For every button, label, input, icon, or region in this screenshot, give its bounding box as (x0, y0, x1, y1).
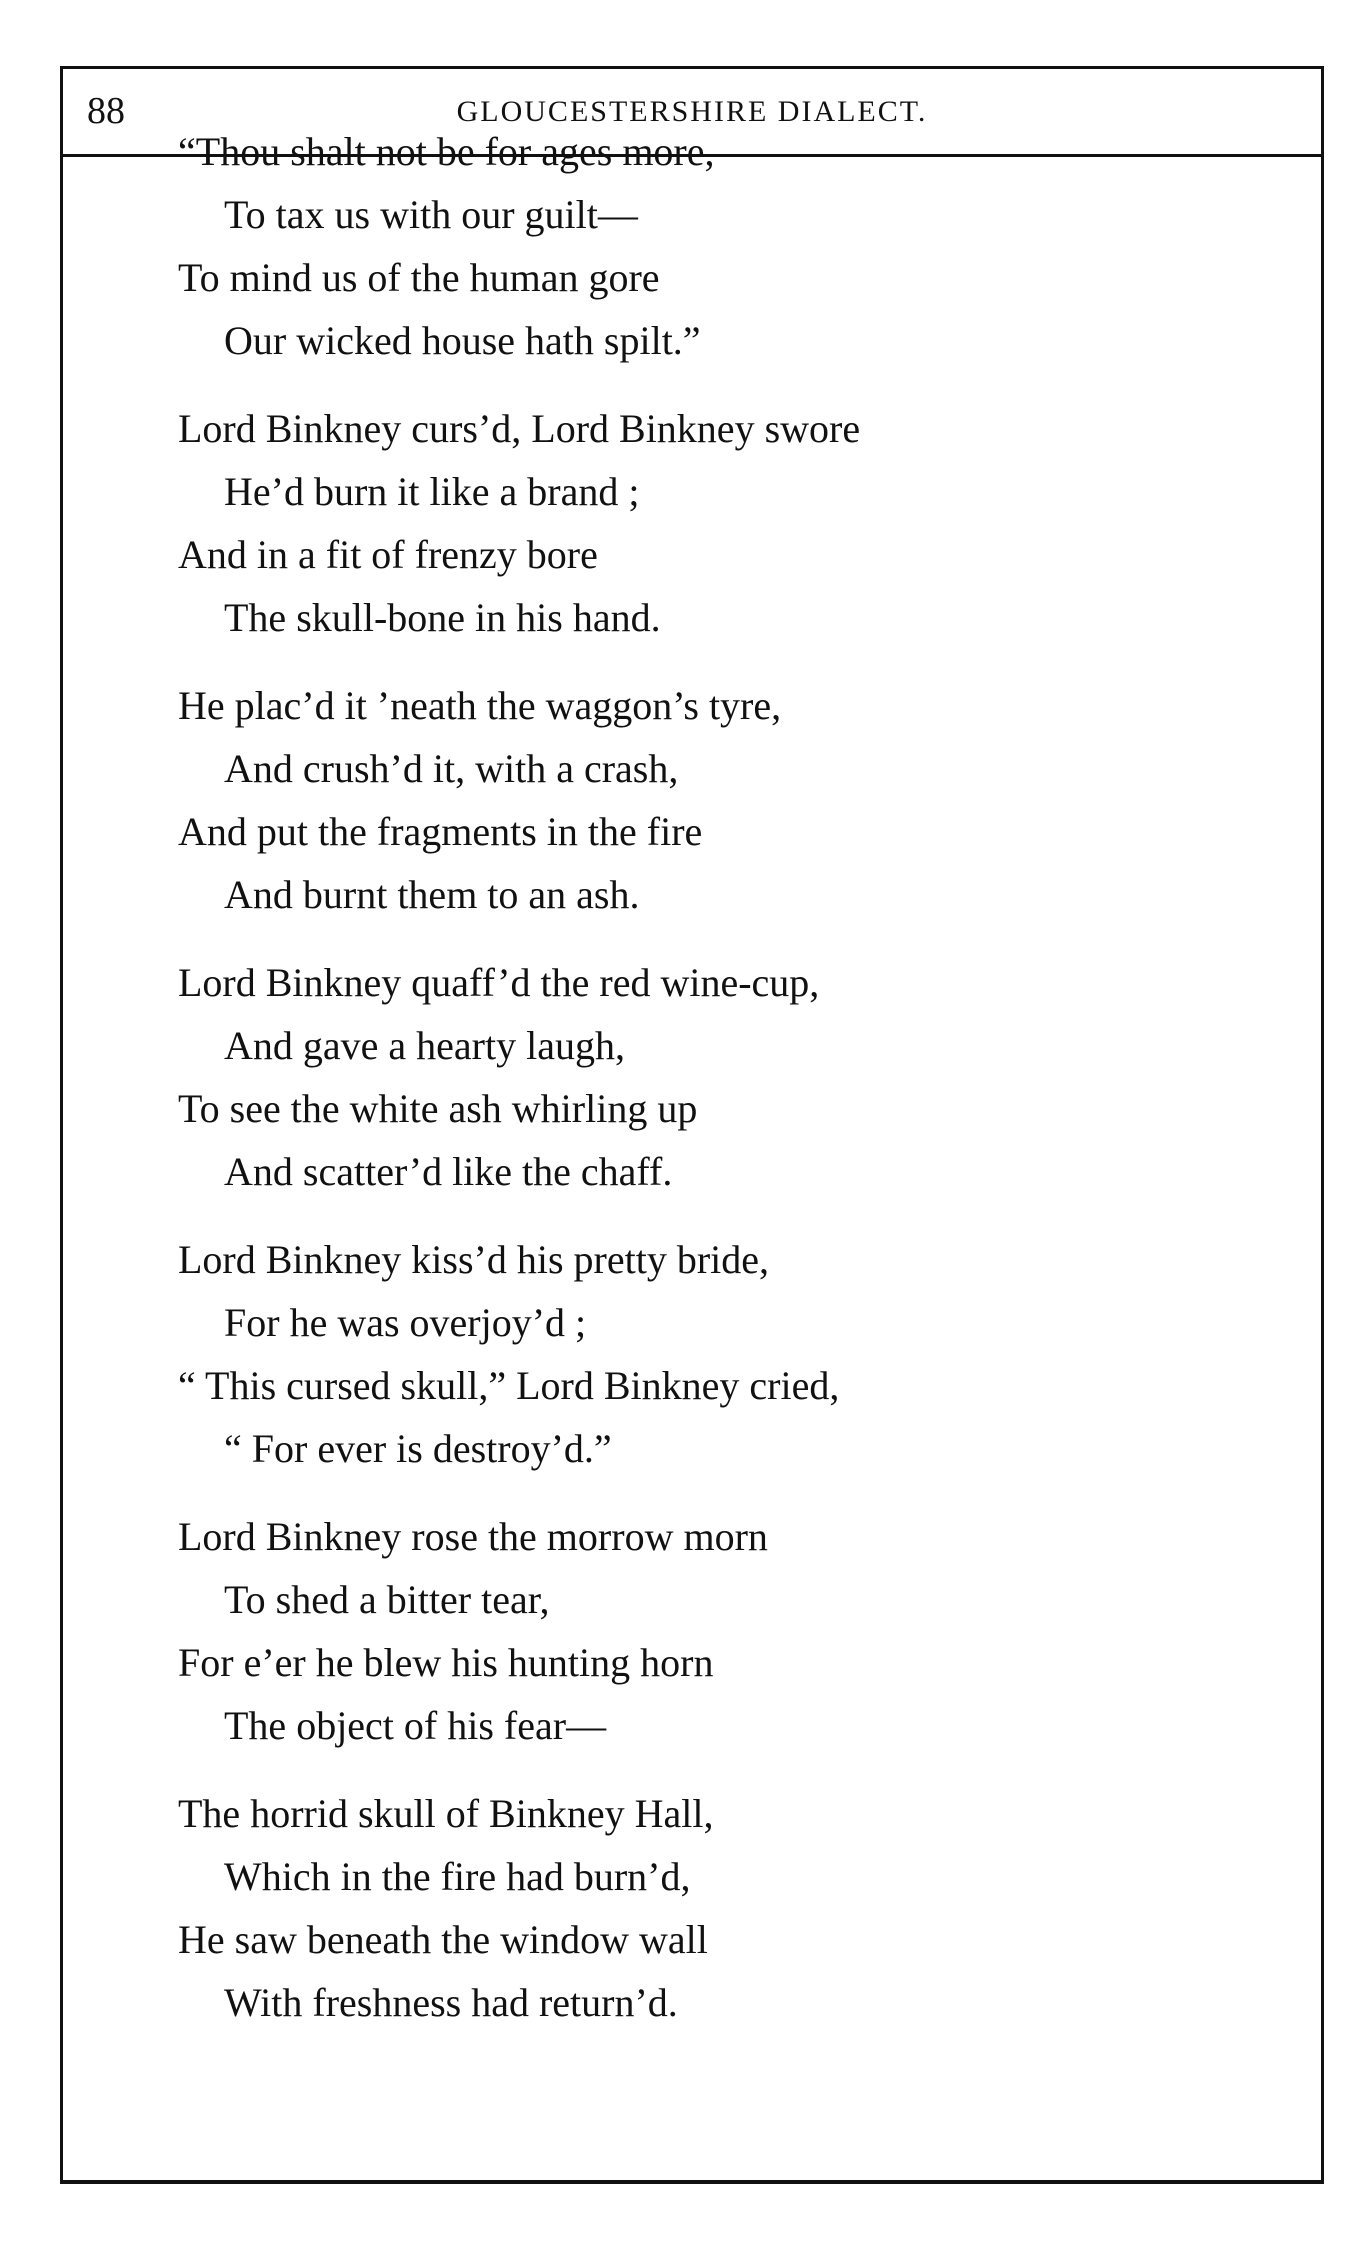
poem-line: Lord Binkney quaff’d the red wine-cup, (178, 960, 820, 1005)
poem-line: Lord Binkney rose the morrow morn (178, 1514, 768, 1559)
poem-line: He plac’d it ’neath the waggon’s tyre, (178, 683, 782, 728)
poem-line: To shed a bitter tear, (224, 1577, 550, 1622)
stanza-3 (178, 674, 1178, 926)
poem-line: To mind us of the human gore (178, 255, 660, 300)
stanza-6 (178, 1505, 1178, 1757)
page-number: 88 (87, 90, 125, 132)
poem-line: And gave a hearty laugh, (224, 1023, 625, 1068)
poem-line: And put the fragments in the fire (178, 809, 703, 854)
poem-line: And in a fit of frenzy bore (178, 532, 598, 577)
stanza-2 (178, 397, 1178, 649)
poem-line: For e’er he blew his hunting horn (178, 1640, 714, 1685)
stanza-4 (178, 951, 1178, 1203)
poem-line: Lord Binkney kiss’d his pretty bride, (178, 1237, 770, 1282)
poem-line: He’d burn it like a brand ; (224, 469, 640, 514)
poem-line: And scatter’d like the chaff. (224, 1149, 673, 1194)
poem-line: He saw beneath the window wall (178, 1917, 708, 1962)
stanza-5 (178, 1228, 1178, 1480)
poem-line: For he was overjoy’d ; (224, 1300, 587, 1345)
poem-line: “ For ever is destroy’d.” (224, 1426, 612, 1471)
poem-line: Lord Binkney curs’d, Lord Binkney swore (178, 406, 861, 451)
poem-line: The skull-bone in his hand. (224, 595, 661, 640)
poem-line: To see the white ash whirling up (178, 1086, 698, 1131)
stanza-1 (178, 120, 1178, 372)
poem-line: Our wicked house hath spilt.” (224, 318, 701, 363)
poem-line: And burnt them to an ash. (224, 872, 640, 917)
poem-line: The horrid skull of Binkney Hall, (178, 1791, 714, 1836)
running-head-title: GLOUCESTERSHIRE DIALECT. (456, 95, 928, 128)
poem-line: And crush’d it, with a crash, (224, 746, 679, 791)
poem-line: Which in the fire had burn’d, (224, 1854, 691, 1899)
poem-line: To tax us with our guilt— (224, 192, 638, 237)
poem-body (178, 120, 1178, 2059)
poem-line: The object of his fear— (224, 1703, 607, 1748)
poem-line: With freshness had return’d. (224, 1980, 678, 2025)
poem-line: “ This cursed skull,” Lord Binkney cried, (178, 1363, 840, 1408)
stanza-7 (178, 1782, 1178, 2034)
poem-line: “Thou shalt not be for ages more, (178, 129, 715, 174)
